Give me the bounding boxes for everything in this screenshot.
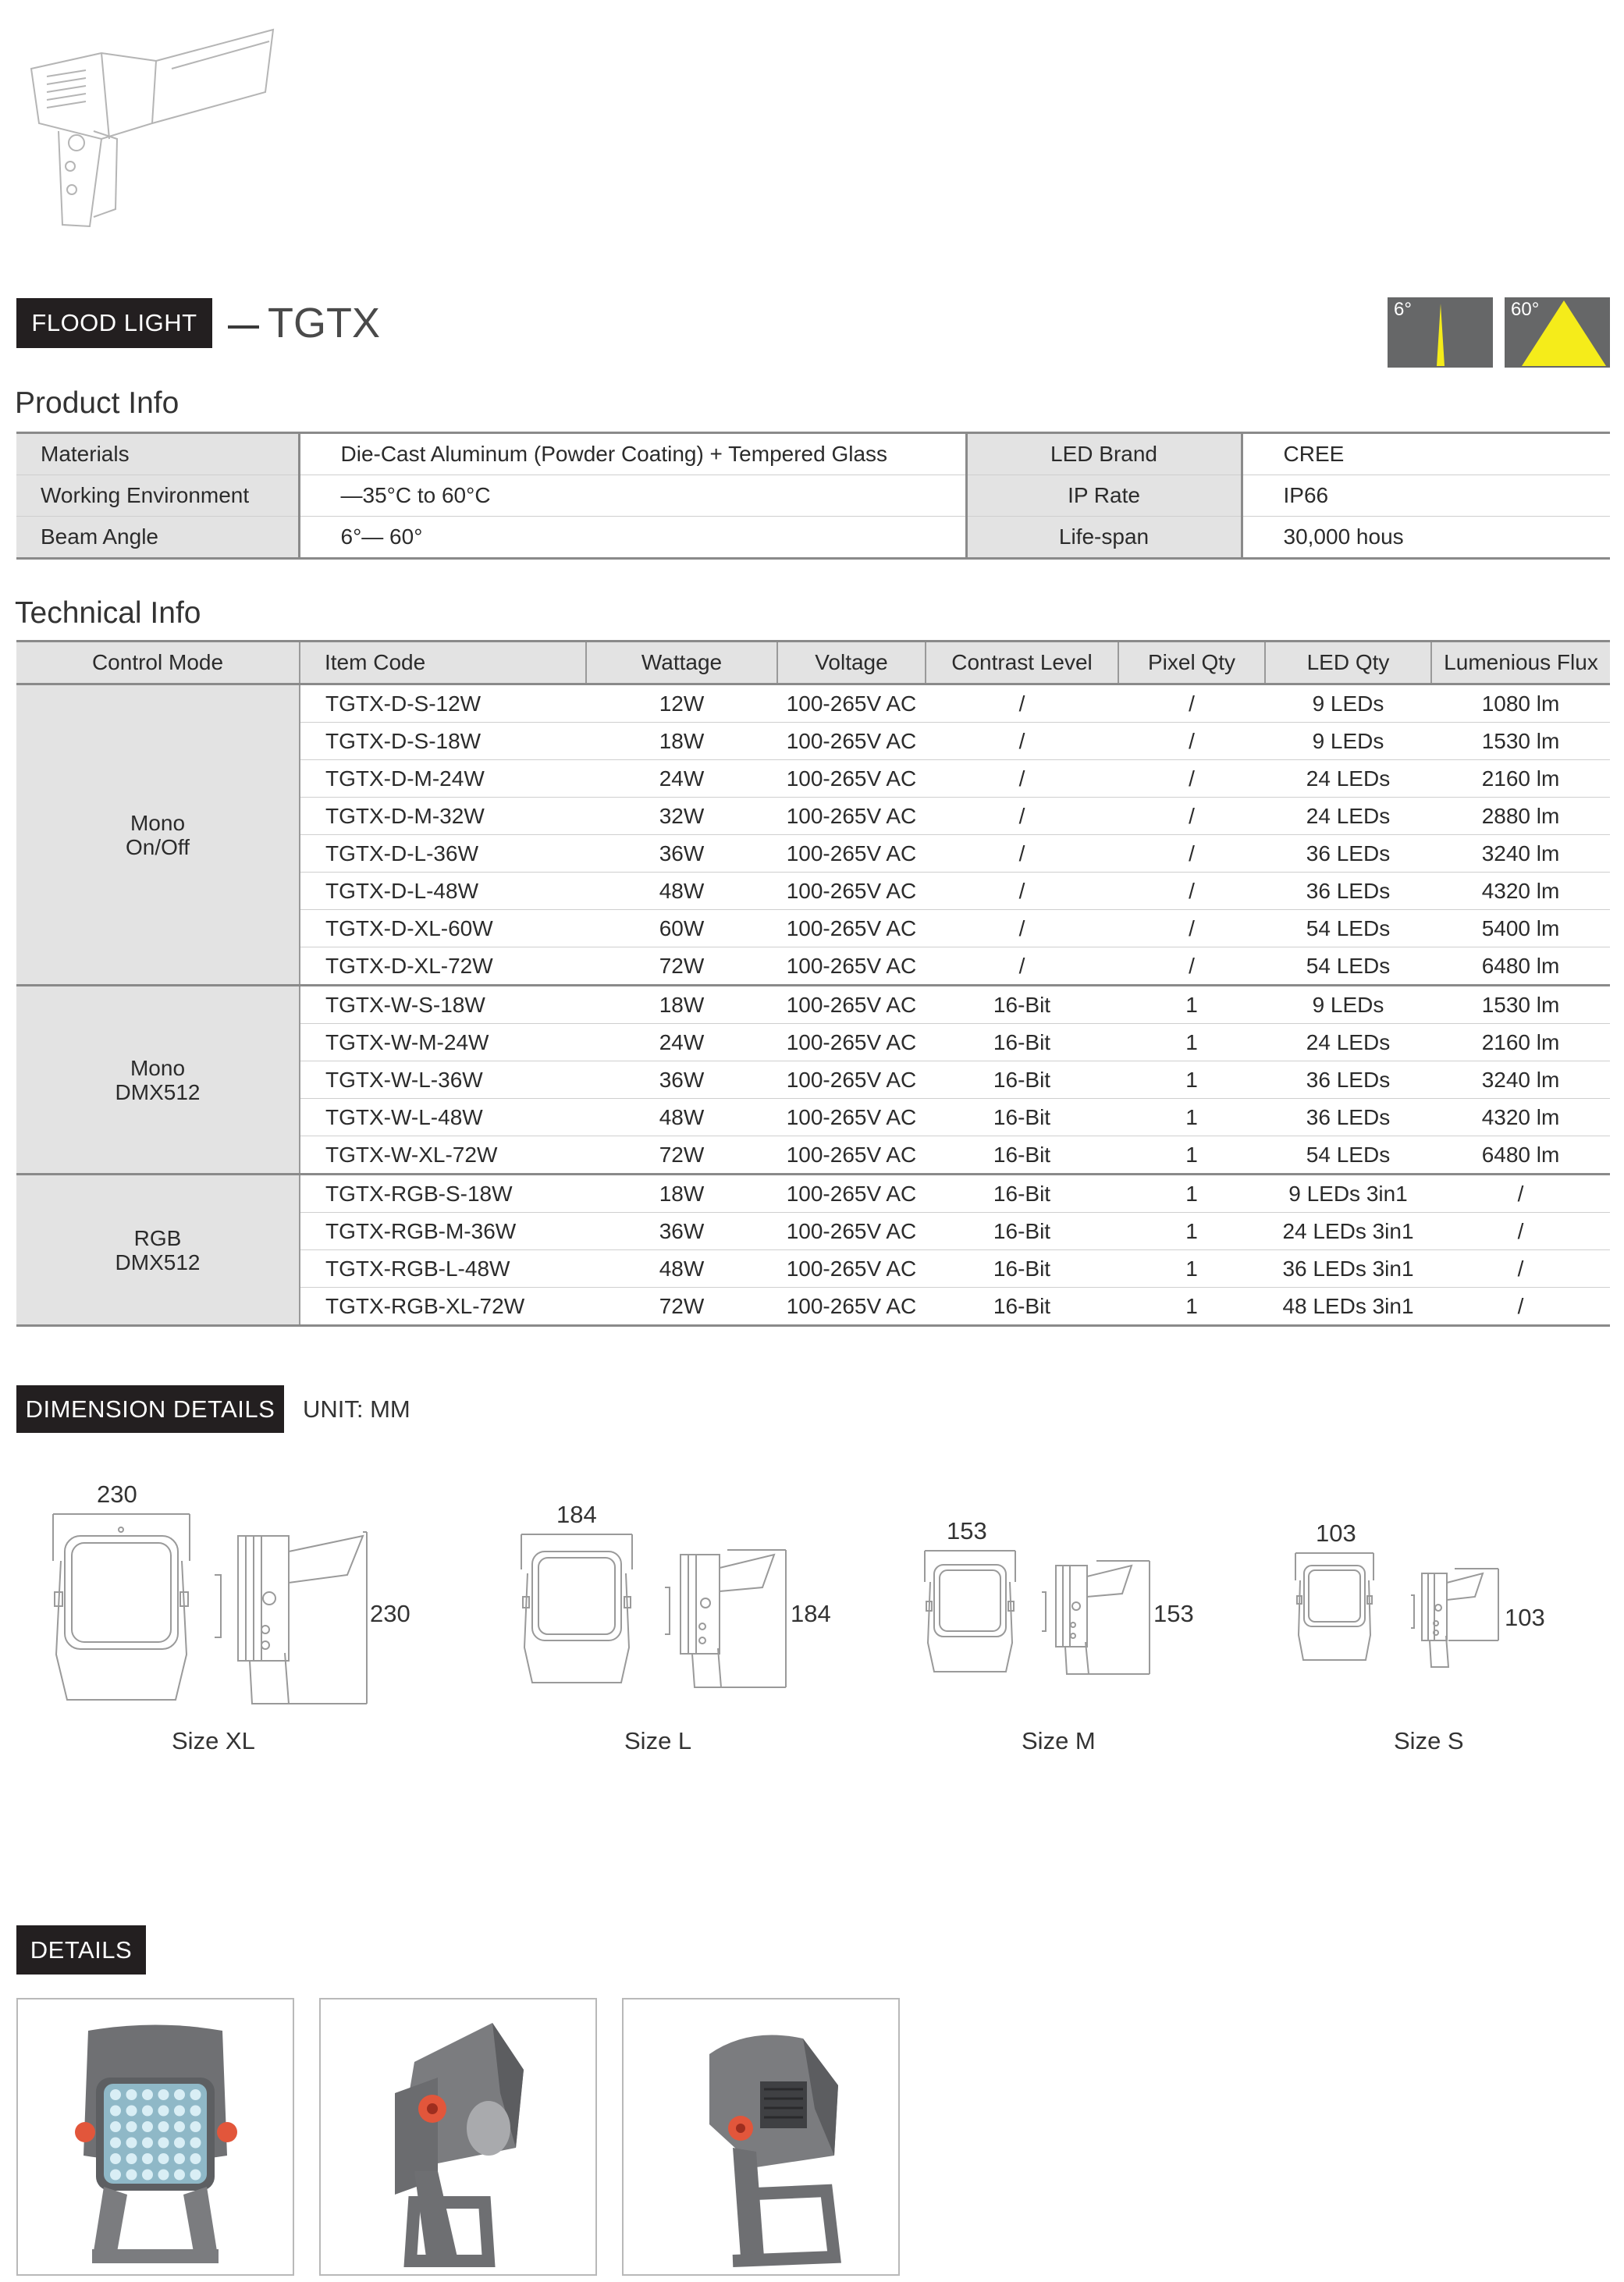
- led-dot: [174, 2121, 185, 2132]
- led-dot: [126, 2170, 137, 2181]
- col-lumenious-flux: Lumenious Flux: [1431, 642, 1610, 684]
- led-dot: [190, 2106, 201, 2117]
- item-code-cell: TGTX-D-S-12W: [300, 684, 586, 723]
- contrast-level-cell: 16-Bit: [926, 986, 1118, 1024]
- led-dot: [142, 2170, 153, 2181]
- pixel-qty-cell: /: [1118, 947, 1265, 986]
- voltage-cell: 100-265V AC: [777, 1213, 926, 1250]
- contrast-level-cell: 16-Bit: [926, 1061, 1118, 1099]
- beam-wide-cone: [1505, 297, 1610, 368]
- led-qty-cell: 24 LEDs: [1265, 798, 1431, 835]
- dimension-details-tag: DIMENSION DETAILS: [16, 1385, 284, 1433]
- led-qty-cell: 24 LEDs: [1265, 1024, 1431, 1061]
- wattage-cell: 18W: [586, 723, 777, 760]
- item-code-cell: TGTX-RGB-M-36W: [300, 1213, 586, 1250]
- product-info-label: Materials: [16, 433, 299, 475]
- dim-l-front-drawing: [521, 1534, 632, 1687]
- product-info-title: Product Info: [15, 386, 179, 420]
- voltage-cell: 100-265V AC: [777, 910, 926, 947]
- contrast-level-cell: /: [926, 798, 1118, 835]
- contrast-level-cell: /: [926, 873, 1118, 910]
- voltage-cell: 100-265V AC: [777, 1288, 926, 1326]
- pixel-qty-cell: 1: [1118, 1175, 1265, 1213]
- wattage-cell: 72W: [586, 1288, 777, 1326]
- contrast-level-cell: 16-Bit: [926, 1099, 1118, 1136]
- col-pixel-qty: Pixel Qty: [1118, 642, 1265, 684]
- dim-l-height: 184: [791, 1600, 831, 1627]
- lumenious-flux-cell: 6480 lm: [1431, 1136, 1610, 1175]
- led-dot: [110, 2153, 121, 2164]
- title-dash: [228, 325, 259, 329]
- contrast-level-cell: /: [926, 910, 1118, 947]
- technical-info-header: [16, 642, 1610, 684]
- led-dot: [174, 2106, 185, 2117]
- item-code-cell: TGTX-RGB-XL-72W: [300, 1288, 586, 1326]
- led-dot: [126, 2106, 137, 2117]
- beam-min-label: 6°: [1394, 299, 1412, 320]
- control-mode-line: Mono: [130, 1055, 186, 1080]
- voltage-cell: 100-265V AC: [777, 1136, 926, 1175]
- pixel-qty-cell: 1: [1118, 1288, 1265, 1326]
- lumenious-flux-cell: 1530 lm: [1431, 986, 1610, 1024]
- led-qty-cell: 48 LEDs 3in1: [1265, 1288, 1431, 1326]
- led-qty-cell: 54 LEDs: [1265, 910, 1431, 947]
- led-qty-cell: 9 LEDs: [1265, 723, 1431, 760]
- voltage-cell: 100-265V AC: [777, 1024, 926, 1061]
- category-tag: FLOOD LIGHT: [16, 298, 212, 348]
- voltage-cell: 100-265V AC: [777, 947, 926, 986]
- led-dot: [126, 2138, 137, 2149]
- led-dot: [190, 2170, 201, 2181]
- led-dot: [174, 2170, 185, 2181]
- pixel-qty-cell: 1: [1118, 1213, 1265, 1250]
- led-qty-cell: 36 LEDs: [1265, 835, 1431, 873]
- dim-xl-side-drawing: [215, 1528, 390, 1704]
- wattage-cell: 18W: [586, 1175, 777, 1213]
- voltage-cell: 100-265V AC: [777, 1061, 926, 1099]
- product-info-label: LED Brand: [966, 433, 1242, 475]
- col-wattage: Wattage: [586, 642, 777, 684]
- led-dot: [142, 2089, 153, 2100]
- lumenious-flux-cell: 1530 lm: [1431, 723, 1610, 760]
- detail-photo-rear: [622, 1998, 900, 2276]
- control-mode-line: On/Off: [126, 834, 190, 859]
- dim-s-width: 103: [1316, 1520, 1356, 1547]
- dim-xl-width: 230: [97, 1480, 137, 1508]
- wattage-cell: 18W: [586, 986, 777, 1024]
- dim-l-width: 184: [556, 1501, 597, 1528]
- floodlight-side-image: [321, 1999, 595, 2274]
- led-dot: [110, 2089, 121, 2100]
- item-code-cell: TGTX-W-L-36W: [300, 1061, 586, 1099]
- dim-m-side-drawing: [1042, 1561, 1153, 1674]
- contrast-level-cell: 16-Bit: [926, 1288, 1118, 1326]
- led-qty-cell: 36 LEDs 3in1: [1265, 1250, 1431, 1288]
- dimension-unit: UNIT: MM: [303, 1395, 410, 1423]
- led-qty-cell: 36 LEDs: [1265, 873, 1431, 910]
- voltage-cell: 100-265V AC: [777, 873, 926, 910]
- led-qty-cell: 36 LEDs: [1265, 1099, 1431, 1136]
- led-dot: [142, 2138, 153, 2149]
- wattage-cell: 72W: [586, 1136, 777, 1175]
- lumenious-flux-cell: 2880 lm: [1431, 798, 1610, 835]
- voltage-cell: 100-265V AC: [777, 684, 926, 723]
- dim-s-side-drawing: [1411, 1569, 1503, 1667]
- dim-s-front-drawing: [1295, 1553, 1373, 1662]
- led-dot: [142, 2153, 153, 2164]
- control-mode-line: Mono: [130, 810, 186, 835]
- lumenious-flux-cell: 1080 lm: [1431, 684, 1610, 723]
- product-info-value: CREE: [1242, 433, 1610, 475]
- led-dot: [174, 2138, 185, 2149]
- led-dot: [126, 2089, 137, 2100]
- contrast-level-cell: /: [926, 723, 1118, 760]
- control-mode-cell: [16, 1175, 300, 1326]
- led-qty-cell: 24 LEDs 3in1: [1265, 1213, 1431, 1250]
- wattage-cell: 36W: [586, 1061, 777, 1099]
- product-info-value: 30,000 hous: [1242, 517, 1610, 559]
- led-dot: [158, 2153, 169, 2164]
- product-info-value: Die-Cast Aluminum (Powder Coating) + Tempered Glass: [299, 433, 966, 475]
- item-code-cell: TGTX-D-XL-60W: [300, 910, 586, 947]
- pixel-qty-cell: 1: [1118, 1024, 1265, 1061]
- item-code-cell: TGTX-RGB-L-48W: [300, 1250, 586, 1288]
- led-dot: [142, 2121, 153, 2132]
- item-code-cell: TGTX-W-S-18W: [300, 986, 586, 1024]
- led-dot: [158, 2106, 169, 2117]
- led-dot: [190, 2089, 201, 2100]
- control-mode-line: RGB: [133, 1225, 182, 1250]
- item-code-cell: TGTX-D-XL-72W: [300, 947, 586, 986]
- dim-m-height: 153: [1153, 1600, 1194, 1627]
- col-item-code: Item Code: [300, 642, 586, 684]
- lumenious-flux-cell: /: [1431, 1250, 1610, 1288]
- product-info-label: Beam Angle: [16, 517, 299, 559]
- led-dot: [110, 2138, 121, 2149]
- beam-wide-icon: [1505, 297, 1610, 368]
- led-dot: [158, 2170, 169, 2181]
- led-qty-cell: 36 LEDs: [1265, 1061, 1431, 1099]
- pixel-qty-cell: 1: [1118, 1061, 1265, 1099]
- led-dot: [158, 2089, 169, 2100]
- wattage-cell: 48W: [586, 1250, 777, 1288]
- led-dot: [158, 2138, 169, 2149]
- voltage-cell: 100-265V AC: [777, 1175, 926, 1213]
- dim-l-label: Size L: [624, 1727, 692, 1754]
- beam-narrow-cone: [1388, 297, 1493, 368]
- lumenious-flux-cell: 4320 lm: [1431, 873, 1610, 910]
- lumenious-flux-cell: /: [1431, 1213, 1610, 1250]
- table-row: [16, 684, 1610, 723]
- item-code-cell: TGTX-W-L-48W: [300, 1099, 586, 1136]
- contrast-level-cell: 16-Bit: [926, 1175, 1118, 1213]
- contrast-level-cell: 16-Bit: [926, 1136, 1118, 1175]
- dim-xl-label: Size XL: [172, 1727, 255, 1754]
- wattage-cell: 48W: [586, 873, 777, 910]
- voltage-cell: 100-265V AC: [777, 835, 926, 873]
- lumenious-flux-cell: 3240 lm: [1431, 835, 1610, 873]
- product-info-table: [16, 432, 1610, 560]
- pixel-qty-cell: /: [1118, 910, 1265, 947]
- wattage-cell: 72W: [586, 947, 777, 986]
- beam-narrow-icon: [1388, 297, 1493, 368]
- pixel-qty-cell: /: [1118, 835, 1265, 873]
- technical-info-title: Technical Info: [15, 596, 201, 630]
- contrast-level-cell: /: [926, 947, 1118, 986]
- led-dot: [110, 2106, 121, 2117]
- item-code-cell: TGTX-W-M-24W: [300, 1024, 586, 1061]
- item-code-cell: TGTX-D-S-18W: [300, 723, 586, 760]
- lumenious-flux-cell: 5400 lm: [1431, 910, 1610, 947]
- product-info-row: [16, 517, 1610, 559]
- dim-l-side-drawing: [665, 1548, 790, 1687]
- lumenious-flux-cell: /: [1431, 1288, 1610, 1326]
- led-dot: [126, 2121, 137, 2132]
- product-info-label: Life-span: [966, 517, 1242, 559]
- wattage-cell: 60W: [586, 910, 777, 947]
- details-tag: DETAILS: [16, 1925, 146, 1975]
- dim-xl-height: 230: [370, 1600, 410, 1627]
- product-info-value: IP66: [1242, 475, 1610, 517]
- product-info-row: [16, 475, 1610, 517]
- voltage-cell: 100-265V AC: [777, 1250, 926, 1288]
- led-dot: [142, 2106, 153, 2117]
- pixel-qty-cell: /: [1118, 873, 1265, 910]
- lumenious-flux-cell: 6480 lm: [1431, 947, 1610, 986]
- dim-m-label: Size M: [1022, 1727, 1096, 1754]
- wattage-cell: 24W: [586, 1024, 777, 1061]
- floodlight-front-image: [18, 1999, 293, 2274]
- wattage-cell: 36W: [586, 1213, 777, 1250]
- control-mode-cell: [16, 684, 300, 986]
- wattage-cell: 12W: [586, 684, 777, 723]
- contrast-level-cell: /: [926, 760, 1118, 798]
- voltage-cell: 100-265V AC: [777, 723, 926, 760]
- wattage-cell: 36W: [586, 835, 777, 873]
- led-qty-cell: 24 LEDs: [1265, 760, 1431, 798]
- item-code-cell: TGTX-D-M-32W: [300, 798, 586, 835]
- led-dot: [174, 2153, 185, 2164]
- lumenious-flux-cell: 3240 lm: [1431, 1061, 1610, 1099]
- control-mode-cell: [16, 986, 300, 1175]
- product-info-label: IP Rate: [966, 475, 1242, 517]
- lumenious-flux-cell: /: [1431, 1175, 1610, 1213]
- item-code-cell: TGTX-RGB-S-18W: [300, 1175, 586, 1213]
- led-dot: [110, 2170, 121, 2181]
- control-mode-line: DMX512: [115, 1079, 201, 1104]
- dim-xl-front-drawing: [53, 1514, 190, 1705]
- led-dot: [190, 2121, 201, 2132]
- voltage-cell: 100-265V AC: [777, 760, 926, 798]
- led-dot: [110, 2121, 121, 2132]
- product-info-row: [16, 433, 1610, 475]
- contrast-level-cell: /: [926, 835, 1118, 873]
- pixel-qty-cell: 1: [1118, 1250, 1265, 1288]
- led-qty-cell: 54 LEDs: [1265, 1136, 1431, 1175]
- led-qty-cell: 9 LEDs 3in1: [1265, 1175, 1431, 1213]
- table-row: [16, 1175, 1610, 1213]
- pixel-qty-cell: /: [1118, 798, 1265, 835]
- product-info-label: Working Environment: [16, 475, 299, 517]
- control-mode-line: DMX512: [115, 1249, 201, 1274]
- led-dot: [174, 2089, 185, 2100]
- technical-info-table: [16, 640, 1610, 1327]
- dim-m-front-drawing: [925, 1551, 1015, 1674]
- col-control-mode: Control Mode: [16, 642, 300, 684]
- table-row: [16, 986, 1610, 1024]
- product-info-value: 6°— 60°: [299, 517, 966, 559]
- col-led-qty: LED Qty: [1265, 642, 1431, 684]
- contrast-level-cell: /: [926, 684, 1118, 723]
- model-title: TGTX: [268, 300, 380, 347]
- item-code-cell: TGTX-W-XL-72W: [300, 1136, 586, 1175]
- pixel-qty-cell: 1: [1118, 1099, 1265, 1136]
- dim-s-height: 103: [1505, 1604, 1545, 1631]
- dim-m-width: 153: [947, 1517, 987, 1544]
- lumenious-flux-cell: 2160 lm: [1431, 760, 1610, 798]
- voltage-cell: 100-265V AC: [777, 798, 926, 835]
- wattage-cell: 24W: [586, 760, 777, 798]
- beam-max-label: 60°: [1511, 299, 1540, 320]
- pixel-qty-cell: 1: [1118, 986, 1265, 1024]
- item-code-cell: TGTX-D-L-36W: [300, 835, 586, 873]
- led-dot: [158, 2121, 169, 2132]
- led-qty-cell: 9 LEDs: [1265, 986, 1431, 1024]
- item-code-cell: TGTX-D-M-24W: [300, 760, 586, 798]
- lumenious-flux-cell: 4320 lm: [1431, 1099, 1610, 1136]
- product-info-value: —35°C to 60°C: [299, 475, 966, 517]
- voltage-cell: 100-265V AC: [777, 986, 926, 1024]
- led-qty-cell: 9 LEDs: [1265, 684, 1431, 723]
- product-line-drawing: [16, 22, 281, 233]
- led-dot: [126, 2153, 137, 2164]
- detail-photo-front: [16, 1998, 294, 2276]
- col-contrast-level: Contrast Level: [926, 642, 1118, 684]
- led-qty-cell: 54 LEDs: [1265, 947, 1431, 986]
- detail-photo-side: [319, 1998, 597, 2276]
- contrast-level-cell: 16-Bit: [926, 1250, 1118, 1288]
- voltage-cell: 100-265V AC: [777, 1099, 926, 1136]
- led-dot: [190, 2138, 201, 2149]
- col-voltage: Voltage: [777, 642, 926, 684]
- contrast-level-cell: 16-Bit: [926, 1213, 1118, 1250]
- floodlight-rear-image: [624, 1999, 898, 2274]
- pixel-qty-cell: /: [1118, 684, 1265, 723]
- item-code-cell: TGTX-D-L-48W: [300, 873, 586, 910]
- wattage-cell: 32W: [586, 798, 777, 835]
- wattage-cell: 48W: [586, 1099, 777, 1136]
- contrast-level-cell: 16-Bit: [926, 1024, 1118, 1061]
- pixel-qty-cell: 1: [1118, 1136, 1265, 1175]
- pixel-qty-cell: /: [1118, 760, 1265, 798]
- pixel-qty-cell: /: [1118, 723, 1265, 760]
- lumenious-flux-cell: 2160 lm: [1431, 1024, 1610, 1061]
- dim-s-label: Size S: [1394, 1727, 1464, 1754]
- led-dot: [190, 2153, 201, 2164]
